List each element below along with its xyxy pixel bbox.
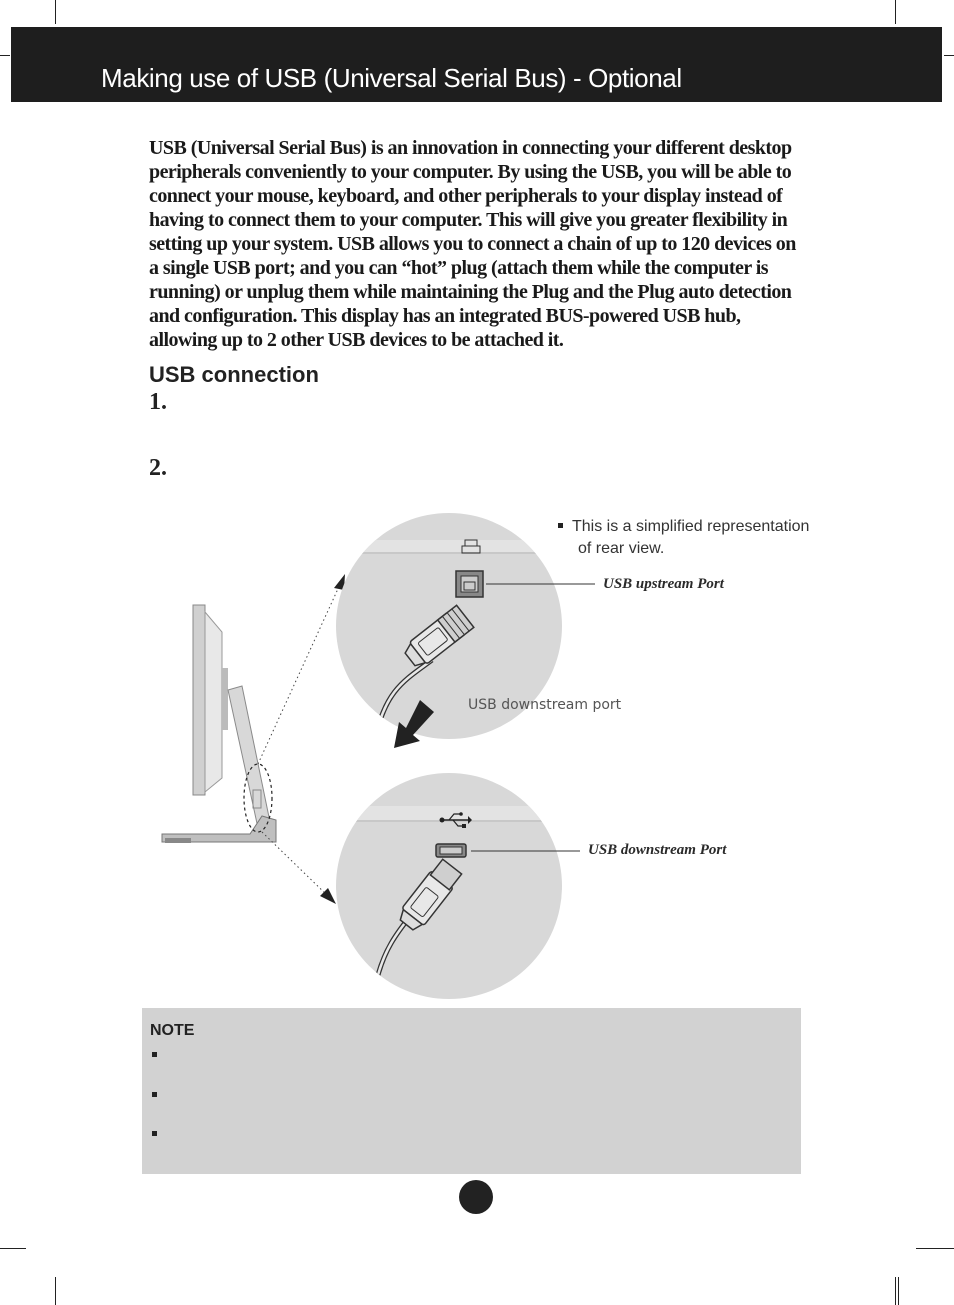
note-title: NOTE (150, 1022, 195, 1039)
crop-mark (895, 1277, 896, 1305)
page-title: Making use of USB (Universal Serial Bus) - Optional (101, 63, 682, 93)
usb-upstream-port-label: USB upstream Port (603, 576, 724, 592)
note-bullet (152, 1052, 157, 1057)
usb-downstream-port-inline-label: USB downstream port (468, 697, 622, 713)
note-bullet (152, 1131, 157, 1136)
crop-mark (0, 1248, 26, 1249)
figure-caption-line1: This is a simplified representation (572, 518, 810, 535)
step-number-1: 1. (149, 389, 167, 415)
step-number-2: 2. (149, 455, 167, 481)
figure-caption-line2: of rear view. (578, 540, 665, 557)
crop-mark (916, 1248, 954, 1249)
page-number-marker (459, 1180, 493, 1214)
caption-bullet (558, 523, 563, 528)
crop-mark (55, 1277, 56, 1305)
downstream-detail-circle (330, 773, 580, 999)
note-bullet (152, 1092, 157, 1097)
section-heading: USB connection (149, 362, 319, 387)
usb-downstream-port-label: USB downstream Port (588, 842, 727, 858)
figure-caption (558, 516, 809, 560)
intro-paragraph: USB (Universal Serial Bus) is an innovation in connecting your different desktop peripherals conveniently to your computer. By using the USB, you will be able to connect your mouse, keyboard, and other peripherals to your display instead of having to connect them to your computer. This will give you greater flexibility in setting up your system. USB allows you to connect a chain of up to 120 devices on a single USB port; and you can “hot” plug (attach them while the computer is running) or unplug them while maintaining the Plug and the Plug auto detection and configuration. This display has an integrated BUS-powered USB hub, allowing up to 2 other USB devices to be attached it. (149, 137, 796, 351)
monitor-side-view (162, 574, 345, 904)
note-box (142, 1008, 801, 1174)
crop-mark (898, 1277, 899, 1305)
